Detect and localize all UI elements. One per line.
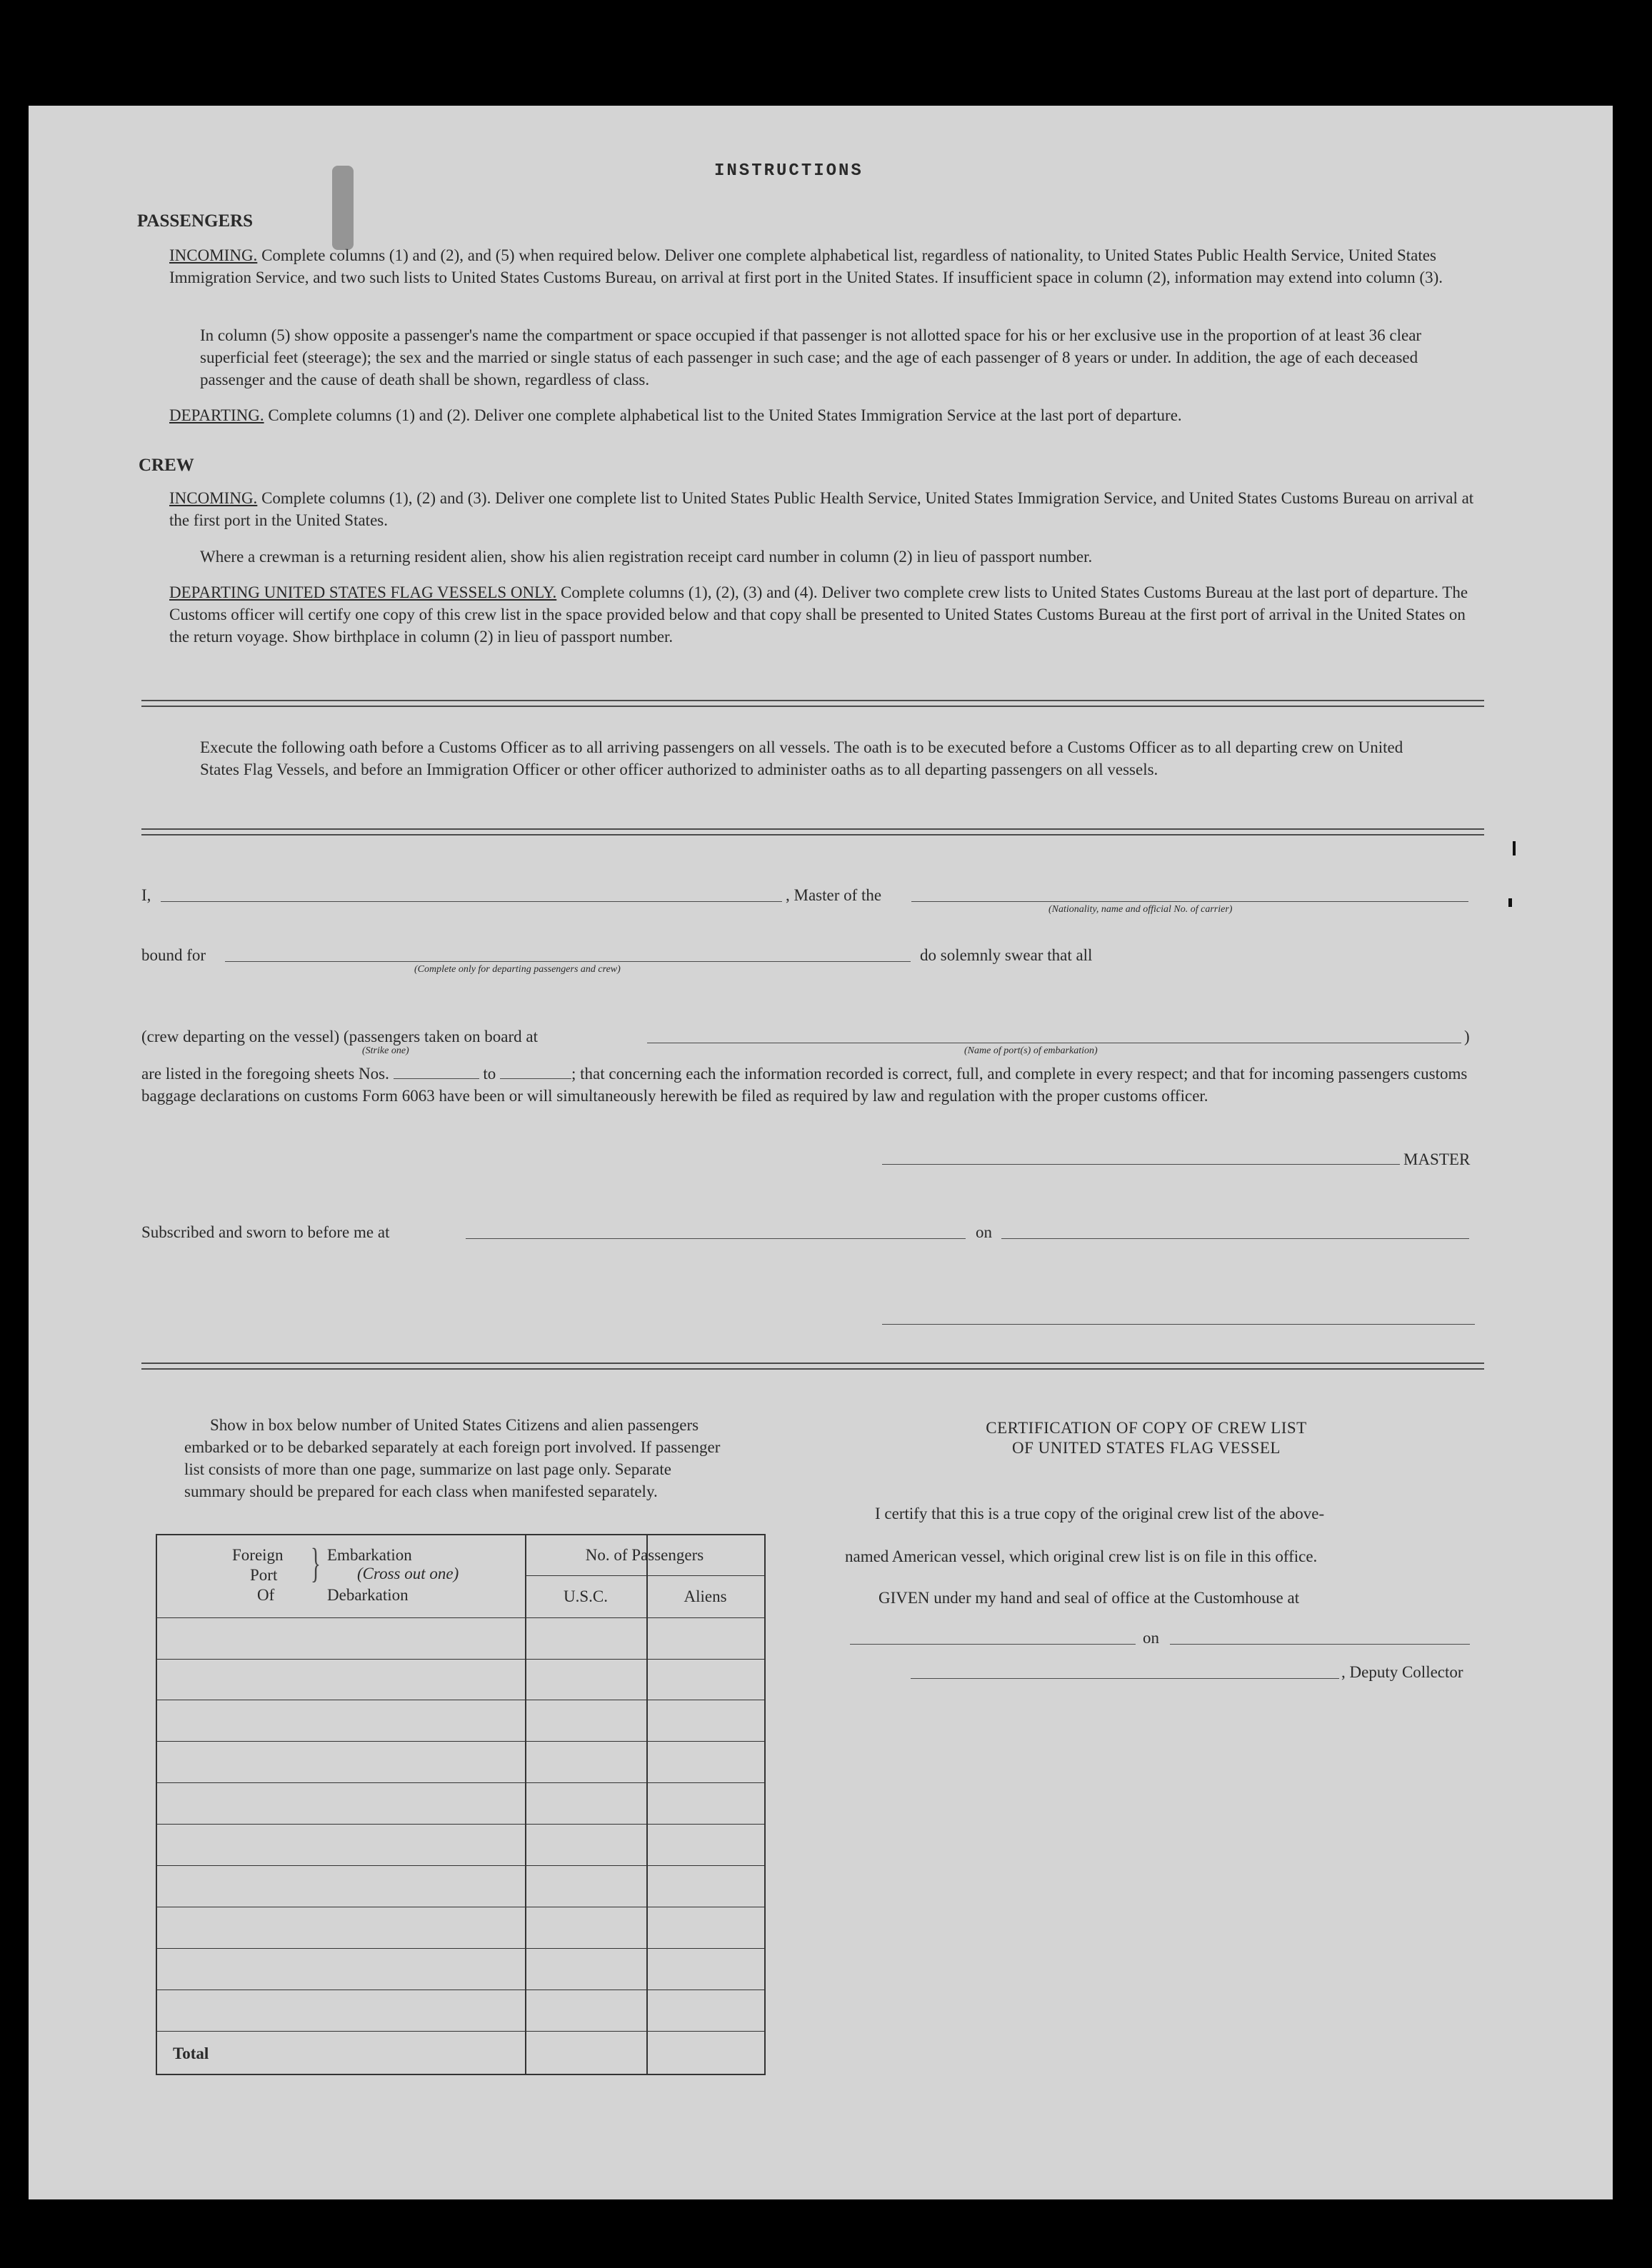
oath-intro: Execute the following oath before a Customs Officer as to all arriving passengers on all vessels. The oath is to be executed before a Customs Officer as to all departing crew on United States Flag Vessels, and before an Immigration Officer or other officer authorized to administer oaths as to all departing passengers on all vessels. — [200, 738, 1403, 778]
passengers-departing-paragraph — [169, 404, 1482, 426]
ink-smudge-mark — [332, 166, 354, 250]
strike-caption: (Strike one) — [362, 1045, 409, 1056]
master-label: MASTER — [1403, 1150, 1471, 1168]
section-divider — [141, 700, 1484, 707]
col-embarkation-label: Embarkation — [327, 1546, 412, 1564]
row-divider — [157, 2031, 764, 2032]
row-divider — [157, 1741, 764, 1742]
crew-incoming-text: Complete columns (1), (2) and (3). Deliver one complete list to United States Public Health Service, United States Immigration Service, and United States Customs Bureau on arrival at the first port in the United States. — [169, 489, 1474, 529]
col-aliens-label: Aliens — [684, 1587, 727, 1605]
column-divider — [525, 1535, 526, 2074]
oath-i-label: I, — [141, 886, 151, 904]
passengers-incoming-label: INCOMING. — [169, 246, 258, 264]
header-subdivider — [525, 1575, 764, 1576]
subscribed-place-line[interactable] — [466, 1238, 966, 1239]
row-divider — [157, 1948, 764, 1949]
subscribed-date-line[interactable] — [1001, 1238, 1469, 1239]
passengers-column5-text: In column (5) show opposite a passenger's name the compartment or space occupied if that passenger is not allotted space for his or her exclusive use in the proportion of at least 36 clear superficial feet (steerage); the sex and the married or single status of each passenger in such case; and the age of each passenger of 8 years or under. In addition, the age of each deceased passenger and the cause of death shall be shown, regardless of class. — [200, 326, 1422, 388]
oath-crew-departing-label: (crew departing on the vessel) (passengers taken on board at — [141, 1028, 538, 1045]
sheet-from-field[interactable] — [394, 1078, 479, 1079]
given-text: GIVEN under my hand and seal of office at the Customhouse at — [878, 1589, 1300, 1607]
certification-title-line1: CERTIFICATION OF COPY OF CREW LIST — [986, 1419, 1307, 1437]
row-divider — [157, 1824, 764, 1825]
total-label: Total — [173, 2044, 209, 2062]
crew-incoming-paragraph — [169, 487, 1482, 531]
row-divider — [157, 1989, 764, 1990]
section-divider — [141, 1363, 1484, 1370]
master-name-line[interactable] — [161, 901, 782, 902]
deputy-signature-line[interactable] — [911, 1678, 1339, 1679]
scan-mark — [1508, 898, 1512, 907]
col-cross-out-label: (Cross out one) — [357, 1565, 459, 1582]
customhouse-line[interactable] — [850, 1644, 1136, 1645]
scan-mark — [1513, 841, 1516, 855]
oath-swear-label: do solemnly swear that all — [920, 946, 1093, 964]
oath-bound-label: bound for — [141, 946, 206, 964]
certification-on-label: on — [1143, 1629, 1159, 1647]
passengers-departing-text: Complete columns (1) and (2). Deliver one complete alphabetical list to the United States Immigration Service at the last port of departure. — [268, 406, 1182, 424]
oath-listed-label: are listed in the foregoing sheets Nos. — [141, 1065, 389, 1083]
sheet-to-field[interactable] — [500, 1078, 571, 1079]
close-paren: ) — [1464, 1028, 1470, 1045]
officer-signature-line[interactable] — [882, 1324, 1475, 1325]
oath-listed-text: ; that concerning each the information recorded is correct, full, and complete in every respect; and that for incoming passengers customs baggage declarations on customs Form 6063 have been or will simultaneously herewith be filed as required by law and regulation with the proper customs officer. — [141, 1065, 1468, 1105]
certification-title-line2: OF UNITED STATES FLAG VESSEL — [1012, 1439, 1281, 1457]
subscribed-on-label: on — [976, 1223, 992, 1241]
carrier-line[interactable] — [911, 901, 1468, 902]
certify-line2: named American vessel, which original crew list is on file in this office. — [845, 1547, 1318, 1565]
passengers-incoming-paragraph — [169, 244, 1482, 288]
carrier-caption: (Nationality, name and official No. of carrier) — [1048, 904, 1233, 915]
crew-heading: CREW — [139, 456, 194, 475]
summary-instruction: Show in box below number of United States Citizens and alien passengers embarked or to be debarked separately at each foreign port involved. If passenger list consists of more than one page, summarize on last page only. Separate summary should be prepared for each class when manifested separately. — [184, 1416, 721, 1500]
brace-mark: } — [310, 1540, 321, 1586]
crew-departing-paragraph — [169, 581, 1482, 648]
crew-resident-text: Where a crewman is a returning resident alien, show his alien registration receipt card number in column (2) in lieu of passport number. — [200, 548, 1093, 566]
col-of-label: Of — [257, 1586, 275, 1604]
row-divider — [157, 1659, 764, 1660]
subscribed-label: Subscribed and sworn to before me at — [141, 1223, 390, 1241]
passengers-heading: PASSENGERS — [137, 211, 254, 231]
document-page — [29, 106, 1613, 2199]
col-no-passengers-label: No. of Passengers — [585, 1546, 704, 1564]
bound-for-line[interactable] — [225, 961, 911, 962]
oath-master-of-label: , Master of the — [786, 886, 882, 904]
certification-date-line[interactable] — [1170, 1644, 1470, 1645]
passengers-incoming-text: Complete columns (1) and (2), and (5) when required below. Deliver one complete alphabetical list, regardless of nationality, to United States Public Health Service, United States Immigration Service, and two such lists to United States Customs Bureau, on arrival at first port in the United States. If insufficient space in column (2), information may extend into column (3). — [169, 246, 1443, 286]
deputy-collector-label: , Deputy Collector — [1341, 1663, 1463, 1681]
row-divider — [157, 1865, 764, 1866]
section-divider — [141, 828, 1484, 836]
row-divider — [157, 1782, 764, 1783]
col-usc-label: U.S.C. — [564, 1587, 608, 1605]
oath-to-label: to — [483, 1065, 496, 1083]
col-port-label: Port — [250, 1566, 278, 1584]
column-divider — [646, 1535, 648, 2074]
passengers-departing-label: DEPARTING. — [169, 406, 264, 424]
crew-incoming-label: INCOMING. — [169, 489, 258, 507]
crew-departing-text: Complete columns (1), (2), (3) and (4). Deliver two complete crew lists to United States Customs Bureau at the last port of departure. The Customs officer will certify one copy of this crew list in the space provided below and that copy shall be presented to United States Customs Bureau at the first port of arrival in the United States on the return voyage. Show birthplace in column (2) in lieu of passport number. — [169, 583, 1468, 646]
col-foreign-label: Foreign — [232, 1546, 284, 1564]
crew-departing-label: DEPARTING UNITED STATES FLAG VESSELS ONLY. — [169, 583, 557, 601]
embark-caption: (Name of port(s) of embarkation) — [964, 1045, 1098, 1056]
passenger-summary-table — [156, 1534, 766, 2075]
bound-caption: (Complete only for departing passengers and crew) — [414, 964, 621, 975]
page-title: INSTRUCTIONS — [714, 161, 863, 181]
master-signature-line[interactable] — [882, 1164, 1400, 1165]
oath-listed-paragraph — [141, 1063, 1484, 1107]
col-debarkation-label: Debarkation — [327, 1586, 409, 1604]
certify-line1: I certify that this is a true copy of the original crew list of the above- — [875, 1505, 1325, 1522]
header-divider — [157, 1617, 764, 1618]
